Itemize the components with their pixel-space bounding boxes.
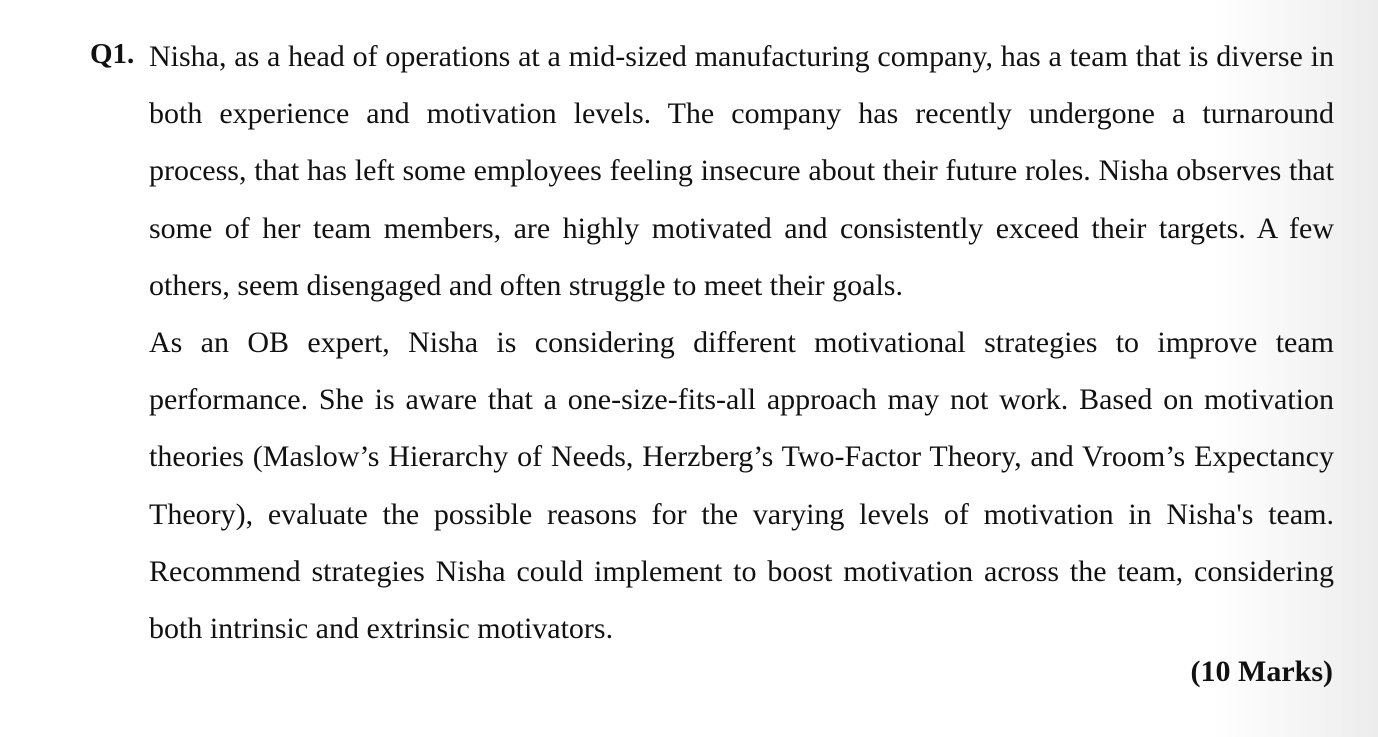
question-paragraph-1: Nisha, as a head of operations at a mid-sized manufacturing company, has a team that is diverse in both experience and motivation levels. The company has recently undergone a turnaround process, that has left some employees feeling insecure about their future roles. Nisha observes that some of her team members, are highly motivated and consistently exceed their targets. A few others, seem disengaged and often struggle to meet their goals. <box>149 40 1334 302</box>
question-number: Q1. <box>90 38 135 70</box>
question-paragraph-2: As an OB expert, Nisha is considering different motivational strategies to improve team performance. She is aware that a one-size-fits-all approach may not work. Based on motivation theories (Maslow’s Hierarchy of Needs, Herzberg’s Two-Factor Theory, and Vroom’s Expectancy Theory), evaluate the possible reasons for the varying levels of motivation in Nisha's team. Recommend strategies Nisha could implement to boost motivation across the team, considering both intrinsic and extrinsic motivators. <box>149 326 1334 646</box>
question-body <box>149 28 1334 657</box>
marks-label: (10 Marks) <box>1190 655 1333 688</box>
